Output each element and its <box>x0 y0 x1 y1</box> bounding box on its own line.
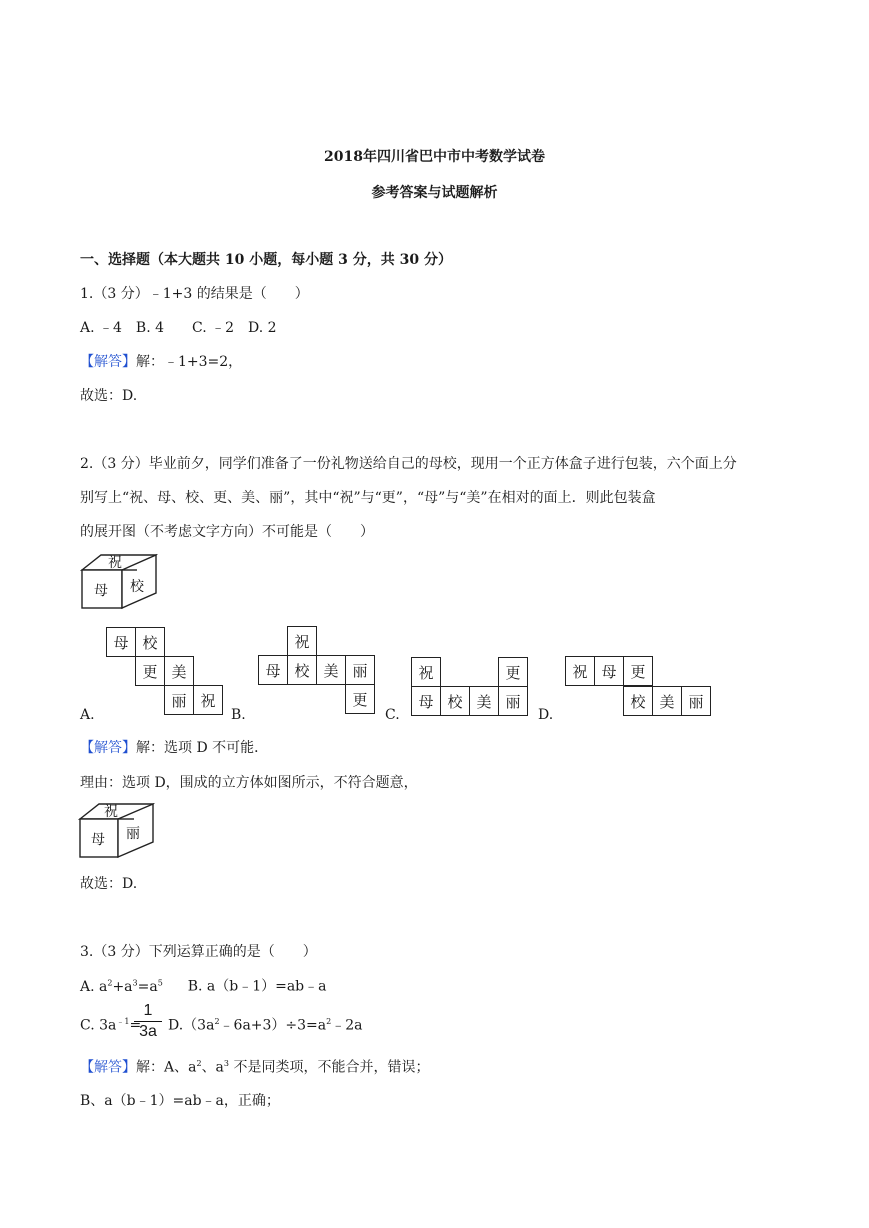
fraction-numerator: 1 <box>143 1002 153 1019</box>
net-a-cell: 祝 <box>193 685 223 715</box>
option-d-label: D. <box>538 707 554 723</box>
net-a-cell: 校 <box>135 627 165 657</box>
cube-top-label: 祝 <box>108 555 122 571</box>
q2-stem-line1: 2.（3 分）毕业前夕，同学们准备了一份礼物送给自己的母校，现用一个正方体盒子进行包装，六个面上分 <box>80 456 737 472</box>
net-c-cell: 丽 <box>498 686 528 716</box>
q2-answer-line <box>80 741 268 755</box>
q3-opt-c: C. $3a^{﹣1}=$ <box>80 1017 142 1034</box>
net-b-cell: 更 <box>345 684 375 714</box>
net-b-cell: 母 <box>258 655 288 685</box>
cube-side-label: 校 <box>130 579 144 595</box>
net-d-cell: 更 <box>623 656 653 686</box>
cube-front-label: 母 <box>94 583 108 599</box>
q1-choice: 故选：D. <box>80 388 138 404</box>
net-b-cell: 丽 <box>345 655 375 685</box>
net-d-cell: 丽 <box>681 686 711 716</box>
q1-answer-line <box>80 355 242 369</box>
q2-stem-line2: 别写上“祝、母、校、更、美、丽”，其中“祝”与“更”，“母”与“美”在相对的面上．则此包装盒 <box>80 490 656 506</box>
net-d-cell: 祝 <box>565 656 595 686</box>
cube2-side-label: 丽 <box>126 826 140 842</box>
q3-fraction <box>134 1002 162 1041</box>
net-a-cell: 美 <box>164 656 194 686</box>
cube-diagram <box>80 553 160 611</box>
net-c-cell: 更 <box>498 657 528 687</box>
net-a-cell: 丽 <box>164 685 194 715</box>
net-b-cell: 祝 <box>287 626 317 656</box>
page-subtitle: 参考答案与试题解析 <box>371 185 498 201</box>
q3-answer-line: 【解答】解：A、$a^2$、$a^3$ 不是同类项，不能合并，错误； <box>80 1059 430 1076</box>
answer-tag: 【解答】 <box>80 1059 136 1076</box>
q3-opt-a: A. $a^2+a^3=a^5$ <box>80 978 163 995</box>
page-title: 2018年四川省巴中市中考数学试卷 <box>324 149 545 165</box>
net-d-cell: 校 <box>623 686 653 716</box>
cube2-front-label: 母 <box>91 832 105 848</box>
answer-tag: 【解答】 <box>80 740 136 756</box>
q1-stem: 1.（3 分）﹣1+3 的结果是（ ） <box>80 286 309 302</box>
net-c-cell: 母 <box>411 686 441 716</box>
net-a-cell: 更 <box>135 656 165 686</box>
option-b-label: B. <box>231 707 246 723</box>
option-c-label: C. <box>385 707 400 723</box>
q1-options: A. ﹣4 B. 4 C. ﹣2 D. 2 <box>80 320 277 336</box>
cube-result-diagram <box>78 802 156 860</box>
net-a-cell: 母 <box>106 627 136 657</box>
q2-stem-line3: 的展开图（不考虑文字方向）不可能是（ ） <box>80 524 374 540</box>
net-c-cell: 校 <box>440 686 470 716</box>
net-d-cell: 美 <box>652 686 682 716</box>
net-b-cell: 美 <box>316 655 346 685</box>
net-c-cell: 美 <box>469 686 499 716</box>
net-b-cell: 校 <box>287 655 317 685</box>
cube2-top-label: 祝 <box>104 804 118 820</box>
fraction-denominator: 3a <box>139 1023 157 1040</box>
q3-line-b: B、a（b﹣1）=ab﹣a，正确； <box>80 1093 280 1109</box>
q2-reason: 理由：选项 D，围成的立方体如图所示，不符合题意， <box>80 775 418 791</box>
answer-tag: 【解答】 <box>80 354 136 370</box>
q2-choice: 故选：D. <box>80 876 138 892</box>
q3-stem: 3.（3 分）下列运算正确的是（ ） <box>80 944 317 960</box>
section-heading: 一、选择题（本大题共 10 小题，每小题 3 分，共 30 分） <box>80 252 452 268</box>
q1-answer-text: 解：﹣1+3=2， <box>136 354 243 370</box>
net-c-cell: 祝 <box>411 657 441 687</box>
option-a-label: A. <box>80 707 95 723</box>
q3-option-row1 <box>80 979 327 994</box>
q2-answer-text: 解：选项 D 不可能． <box>136 740 269 756</box>
q3-opt-d: $D.(3a^2﹣6a+3)\div 3=a^2﹣2a$ <box>168 1017 363 1034</box>
q3-opt-b: B. a（b﹣1）=ab﹣a <box>187 978 327 995</box>
net-d-cell: 母 <box>594 656 624 686</box>
